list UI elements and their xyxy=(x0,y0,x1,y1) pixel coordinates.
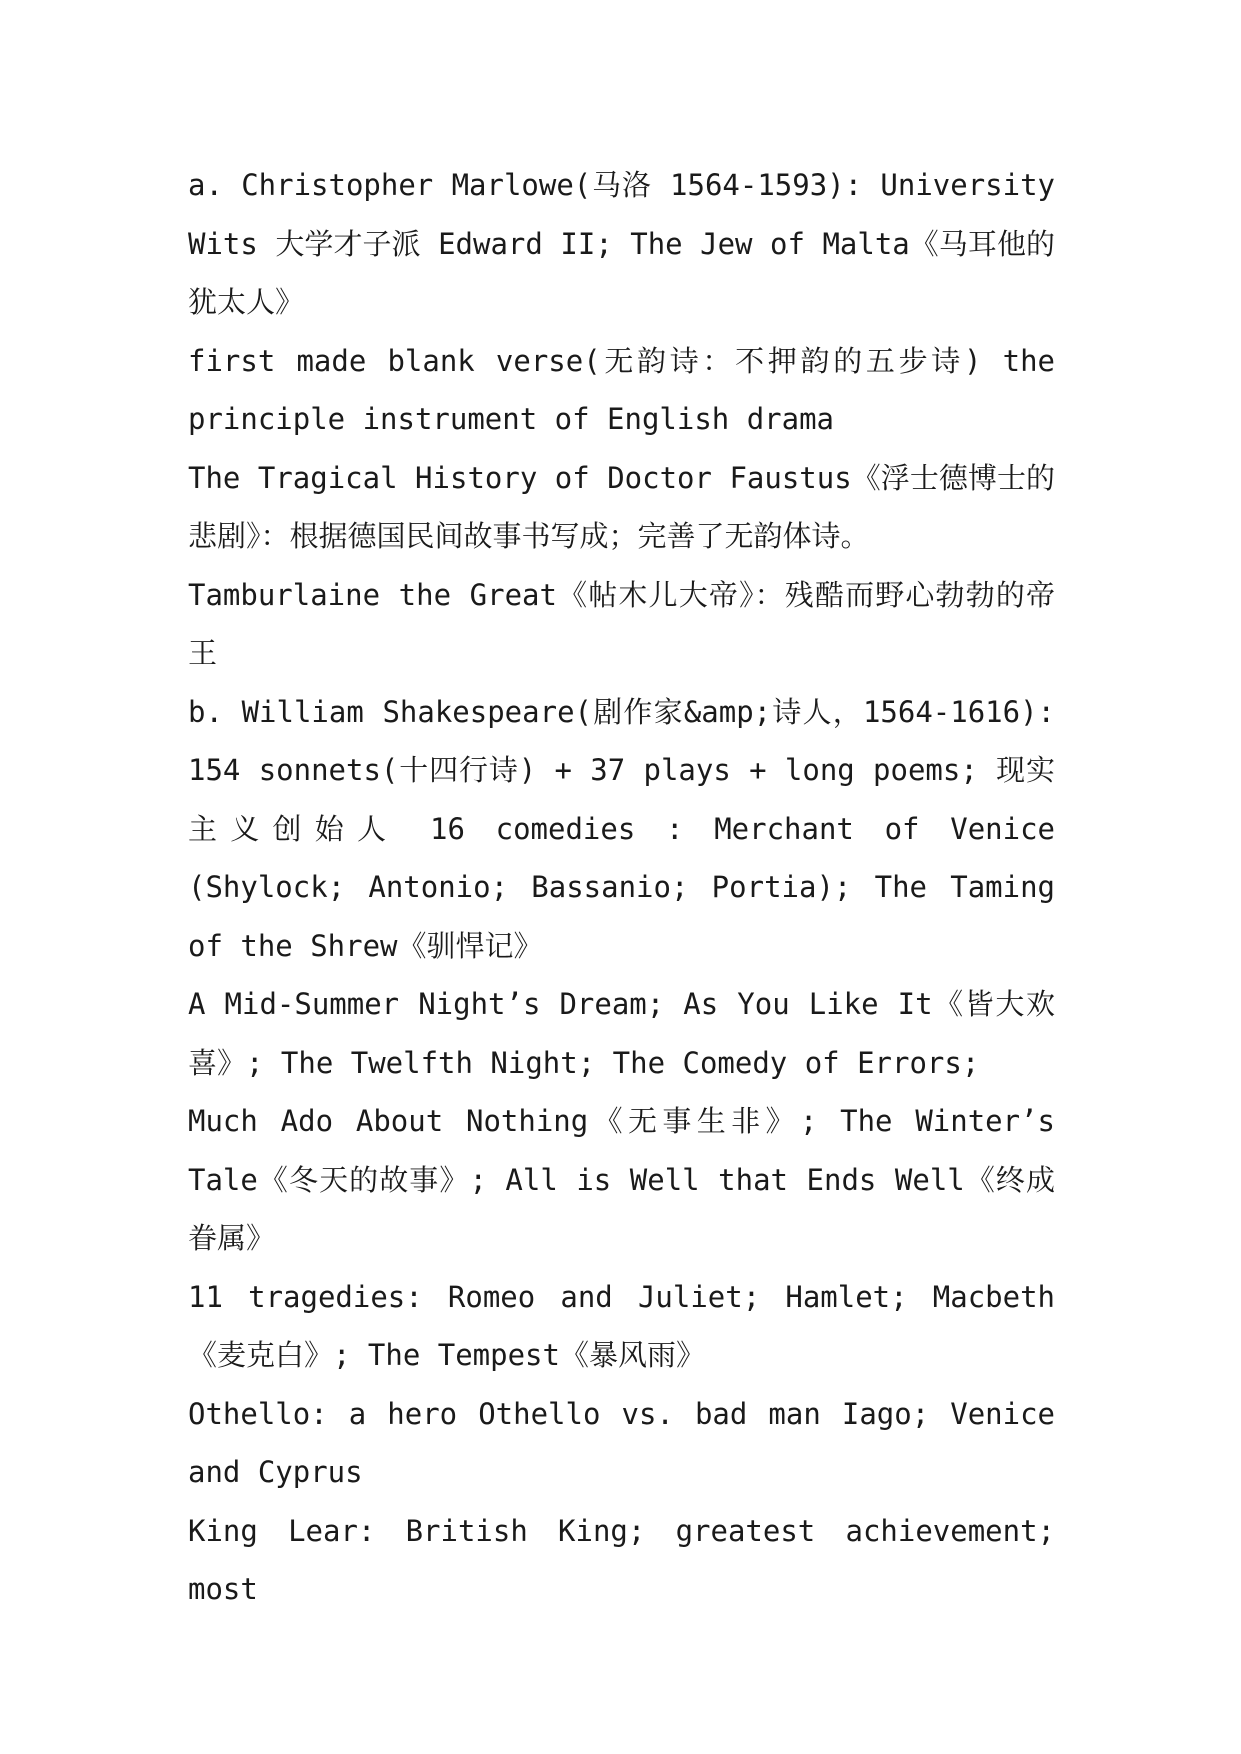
paragraph-marlowe-intro: a. Christopher Marlowe(马洛 1564-1593): University Wits 大学才子派 Edward II; The Jew of Malta《马耳他的犹太人》 xyxy=(188,168,1055,319)
document-body xyxy=(188,156,1055,1619)
paragraph-king-lear: King Lear: British King; greatest achievement; most xyxy=(188,1513,1055,1606)
paragraph-othello: Othello: a hero Othello vs. bad man Iago; Venice and Cyprus xyxy=(188,1396,1055,1489)
paragraph-blank-verse: first made blank verse(无韵诗：不押韵的五步诗) the principle instrument of English drama xyxy=(188,343,1055,436)
paragraph-shakespeare-intro: b. William Shakespeare(剧作家&amp;诗人，1564-1616): 154 sonnets(十四行诗) + 37 plays + long poems; 现实主义创始人 16 comedies : Merchant of Venice (Shylock; Antonio; Bassanio; Portia); The Taming of the Shrew《驯悍记》 xyxy=(188,694,1055,963)
paragraph-comedies-list-2: Much Ado About Nothing《无事生非》; The Winter’s Tale《冬天的故事》; All is Well that Ends Well《终成眷属》 xyxy=(188,1104,1055,1255)
paragraph-tamburlaine: Tamburlaine the Great《帖木儿大帝》：残酷而野心勃勃的帝王 xyxy=(188,577,1055,670)
paragraph-doctor-faustus: The Tragical History of Doctor Faustus《浮士德博士的悲剧》：根据德国民间故事书写成；完善了无韵体诗。 xyxy=(188,460,1055,553)
paragraph-tragedies: 11 tragedies: Romeo and Juliet; Hamlet; Macbeth《麦克白》; The Tempest《暴风雨》 xyxy=(188,1279,1055,1372)
paragraph-comedies-list-1: A Mid-Summer Night’s Dream; As You Like It《皆大欢喜》; The Twelfth Night; The Comedy of Errors; xyxy=(188,987,1055,1080)
